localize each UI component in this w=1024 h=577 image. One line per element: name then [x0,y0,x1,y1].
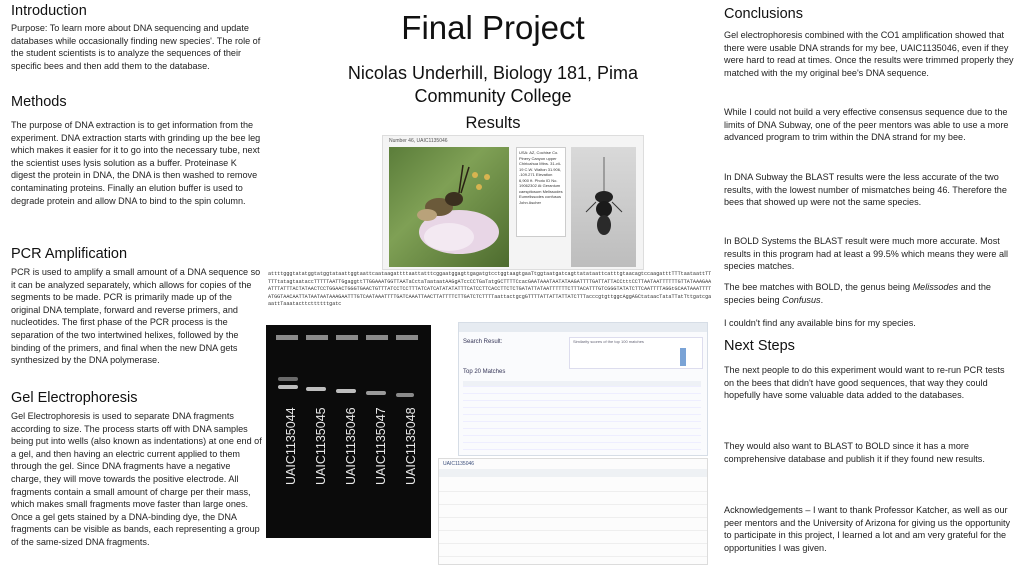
methods-body: The purpose of DNA extraction is to get information from the experiment. DNA extraction starts with grinding up the bee leg which makes it easier for it to go into the necessary tube, next the scientist uses lysis solution as a buffer. Proteinase K digest the protein in DNA, the DNA is then washed to remove contaminating proteins. Finally an elution buffer is used to degrade protein and allow DNA to bind to the spin column. [11,120,261,206]
table-row [439,544,707,557]
table-row [439,492,707,505]
gel-well [396,335,418,340]
gel-well [306,335,328,340]
gel-lane-label: UAIC1135047 [374,407,388,485]
histogram-title: Similarity scores of the top 100 matches [573,339,644,344]
table-row [463,409,701,415]
table-row [463,444,701,450]
table-header-row [463,381,701,387]
gel-band [336,389,356,393]
gel-band [306,387,326,391]
conclusions-p1: Gel electrophoresis combined with the CO1 amplification showed that there were usable DNA strands for my bee, UAIC1135046, even if they were hard to read at times. Once the results were trimmed properly they matched with the my original bee's DNA sequence. [724,30,1014,78]
table-row [439,531,707,544]
dna-sequence: attttgggtatatggtatggtataattggtaattcaataagattttaattatttcggaatggagttgagatgtcctggtaagtgaaTtggtaatgatcagttatataattcatttgtaacagtccaagatttTTTtaataattTTTTTtatagtaataccTTTTTAATTGgaggttTTGGAAATGGTTAATaCctaTaataatAAGgATccCCTGaTatgGCTTTTCcacGAATAAATAATATAAGATTTTGATTATTACCtttCCTTAATAATTTTTTGTTATAAAGAAATTTATTTACTATAACTCCTGGAACTGGGTGAACTGTTTATCCTCCTTTATCATCATATATATTTCATCCTTCACCTTCTCTGATATTATAATTTTTTCTTTACATTTGTCGGGTATATCTTCAATTTTAGGtGCAATAAATTTTATGGTAACAATTATAATAATAAAGAATTTGTCAATAAATTTTGATCAAATTAACTTATTTTCTTGATCTCTTTTaattactgcgGTTTTATTATTATTATCTTTacccgtgttggcAggAGCtataacTataTTatTttgatcgaaattTaaatacttcttttttgatc [268,271,712,308]
search-result-label: Search Result: [463,339,503,345]
table-row [463,423,701,429]
gel-heading: Gel Electrophoresis [11,390,138,406]
poster-author [268,62,718,108]
results-heading: Results [465,114,521,132]
gel-lane-label: UAIC1135044 [284,407,298,485]
author-line-1: Nicolas Underhill, Biology 181, Pima [347,63,639,83]
table-header-row [439,469,707,477]
next-steps-p1: The next people to do this experiment would want to re-run PCR tests on the bees that didn't have good sequences, that way they could hopefully have some valuable data added to the databases. [724,365,1005,401]
bold-search-screenshot [458,322,708,456]
gel-well [366,335,388,340]
introduction-body: Purpose: To learn more about DNA sequencing and update databases while occasionally finding new species'. The role of the student scientists is to analyze the sequences of their specific bees and then add them to the database. [11,23,261,71]
screenshot-topbar [459,323,707,332]
gel-band [366,391,386,395]
conclusions-p3: In DNA Subway the BLAST results were the less accurate of the two results, with the lowest number of mismatches being 46. Therefore the bees that showed up were not the same species. [724,172,1007,208]
table-caption: UAIC1135046 [443,461,475,467]
author-line-2: Community College [414,86,572,106]
histogram-bar [680,348,686,366]
gel-body: Gel Electrophoresis is used to separate DNA fragments according to size. The process starts off with DNA samples being put into wells (also known as indentations) at one end of a gel, and then having an electric current applied to them through the gel. Since DNA fragments have a negative charge, they will move towards the positive electrode. All fragments contain a small amount of charge per their mass, which makes small fragments move faster than large ones. Once a gel gets stained by a DNA-binding dye, the DNA fragments can be visible as bands, each representing a group of the same-sized DNA fragments. [11,411,262,547]
gel-band [278,377,298,381]
acknowledgements: Acknowledgements – I want to thank Professor Katcher, as well as our peer mentors and the University of Arizona for giving us the opportunity to participate in this project, I learned a lot and am very grateful for the opportunities I was given. [724,505,1011,553]
table-row [439,505,707,518]
methods-heading: Methods [11,94,67,110]
genus-name: Melissodes [912,282,959,292]
gel-lane-label: UAIC1135046 [344,407,358,485]
p5-end: . [820,294,824,305]
table-row [463,437,701,443]
gel-well [336,335,358,340]
conclusions-p2: While I could not build a very effective consensus sequence due to the limits of DNA Subway, one of the peer mentors was able to use a more advanced program to trim within the DNA strand for my bee. [724,107,1009,143]
conclusions-p5 [724,281,1014,306]
p5-mid: and the species being [724,282,991,305]
specimen-images [382,135,644,270]
table-row [463,402,701,408]
gel-image [266,325,431,538]
pcr-heading: PCR Amplification [11,246,128,262]
next-steps-heading: Next Steps [724,338,795,354]
table-row [439,518,707,531]
table-row [463,416,701,422]
pcr-body: PCR is used to amplify a small amount of a DNA sequence so it can be analyzed separately, which allows for copies of the segments to be made. PCR is primarily made up of the original DNA template, forward and reverse primers, and nucleotides. The first phase of the PCR process is the separation of the two intertwined helixes, followed by the binding of the primers, and final when the new DNA gets synthesized by the DNA polymerase. [11,267,261,366]
table-row [463,388,701,394]
similarity-histogram [569,337,703,369]
poster-title: Final Project [401,9,585,46]
table-row [439,479,707,492]
gel-lane-label: UAIC1135048 [404,407,418,485]
conclusions-heading: Conclusions [724,6,803,22]
pinned-specimen-photo [571,147,636,267]
gel-band [396,393,414,397]
conclusions-p6: I couldn't find any available bins for my species. [724,318,916,328]
gel-lane-label: UAIC1135045 [314,407,328,485]
p5-pre: The bee matches with BOLD, the genus being [724,282,913,292]
gel-band [278,385,298,389]
bee-on-flower-photo [389,147,509,267]
specimen-label: USA: AZ, Cochise Co. Pinery Canyon upper Chiricahua Mtns. 31-vii-19 C.W. Walton 31.906, -109.271 Elevation 6,900 ft. Photo ID No. 19062302 At Geranium caespitosum Melissodes Eumelissodes confusus John Ascher [516,147,566,237]
top-matches-label: Top 20 Matches [463,369,506,375]
table-row [463,395,701,401]
specimen-number: Number 46, UAIC1135046 [389,138,448,144]
table-row [463,430,701,436]
blast-results-table [438,458,708,565]
gel-well [276,335,298,340]
introduction-heading: Introduction [11,3,87,19]
species-name: Confusus [782,294,821,305]
next-steps-p2: They would also want to BLAST to BOLD since it has a more comprehensive database and publish it if they found new results. [724,441,985,464]
conclusions-p4: In BOLD Systems the BLAST result were much more accurate. Most results in this program had at least a 99.5% which means they were all species matches. [724,236,1009,272]
